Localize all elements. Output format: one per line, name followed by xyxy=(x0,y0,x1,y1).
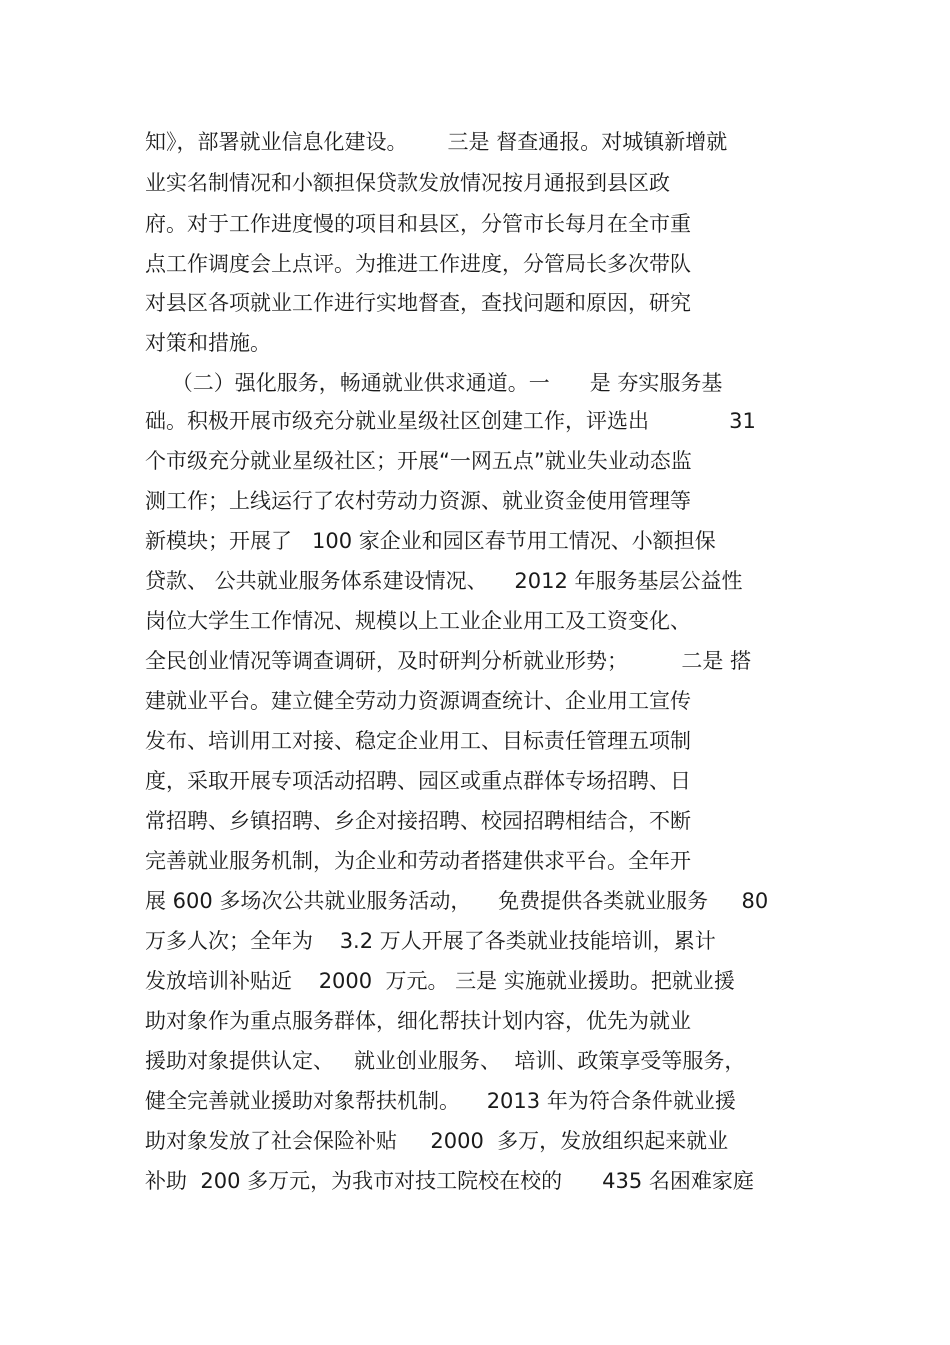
text-line: 岗位大学生工作情况、规模以上工业企业用工及工资变化、 xyxy=(145,609,691,633)
text-line: 测工作；上线运行了农村劳动力资源、就业资金使用管理等 xyxy=(145,489,691,513)
text-line: 个市级充分就业星级社区；开展“一网五点”就业失业动态监 xyxy=(145,449,692,473)
text-line: 发放培训补贴近 2000 万元。 三是 实施就业援助。把就业援 xyxy=(145,969,735,993)
text-line: 贷款、 公共就业服务体系建设情况、 2012 年服务基层公益性 xyxy=(145,569,743,593)
text-line: 常招聘、乡镇招聘、乡企对接招聘、校园招聘相结合，不断 xyxy=(145,809,691,833)
text-line: 点工作调度会上点评。为推进工作进度，分管局长多次带队 xyxy=(145,252,691,276)
text-line: 补助 200 多万元，为我市对技工院校在校的 435 名困难家庭 xyxy=(145,1169,754,1193)
text-line: 础。积极开展市级充分就业星级社区创建工作，评选出 31 xyxy=(145,409,756,433)
text-line: 知》，部署就业信息化建设。 三是 督查通报。对城镇新增就 xyxy=(145,130,728,154)
text-line: 发布、培训用工对接、稳定企业用工、目标责任管理五项制 xyxy=(145,729,691,753)
text-line: 度，采取开展专项活动招聘、园区或重点群体专场招聘、日 xyxy=(145,769,691,793)
text-line: 全民创业情况等调查调研，及时研判分析就业形势； 二是 搭 xyxy=(145,649,752,673)
text-line: 助对象发放了社会保险补贴 2000 多万，发放组织起来就业 xyxy=(145,1129,729,1153)
text-line: 助对象作为重点服务群体，细化帮扶计划内容，优先为就业 xyxy=(145,1009,691,1033)
text-line: 建就业平台。建立健全劳动力资源调查统计、企业用工宣传 xyxy=(145,689,691,713)
text-line: 对策和措施。 xyxy=(145,331,271,355)
text-line: 展 600 多场次公共就业服务活动， 免费提供各类就业服务 80 xyxy=(145,889,769,913)
text-line: 对县区各项就业工作进行实地督查，查找问题和原因，研究 xyxy=(145,291,691,315)
text-line: 完善就业服务机制，为企业和劳动者搭建供求平台。全年开 xyxy=(145,849,691,873)
section-heading-line: （二）强化服务，畅通就业供求通道。一 是 夯实服务基 xyxy=(145,371,723,395)
text-line: 援助对象提供认定、 就业创业服务、 培训、政策享受等服务， xyxy=(145,1049,746,1073)
text-line: 府。对于工作进度慢的项目和县区，分管市长每月在全市重 xyxy=(145,212,691,236)
text-line: 业实名制情况和小额担保贷款发放情况按月通报到县区政 xyxy=(145,171,670,195)
text-line: 健全完善就业援助对象帮扶机制。 2013 年为符合条件就业援 xyxy=(145,1089,736,1113)
text-line: 万多人次；全年为 3.2 万人开展了各类就业技能培训，累计 xyxy=(145,929,716,953)
text-line: 新模块；开展了 100 家企业和园区春节用工情况、小额担保 xyxy=(145,529,716,553)
